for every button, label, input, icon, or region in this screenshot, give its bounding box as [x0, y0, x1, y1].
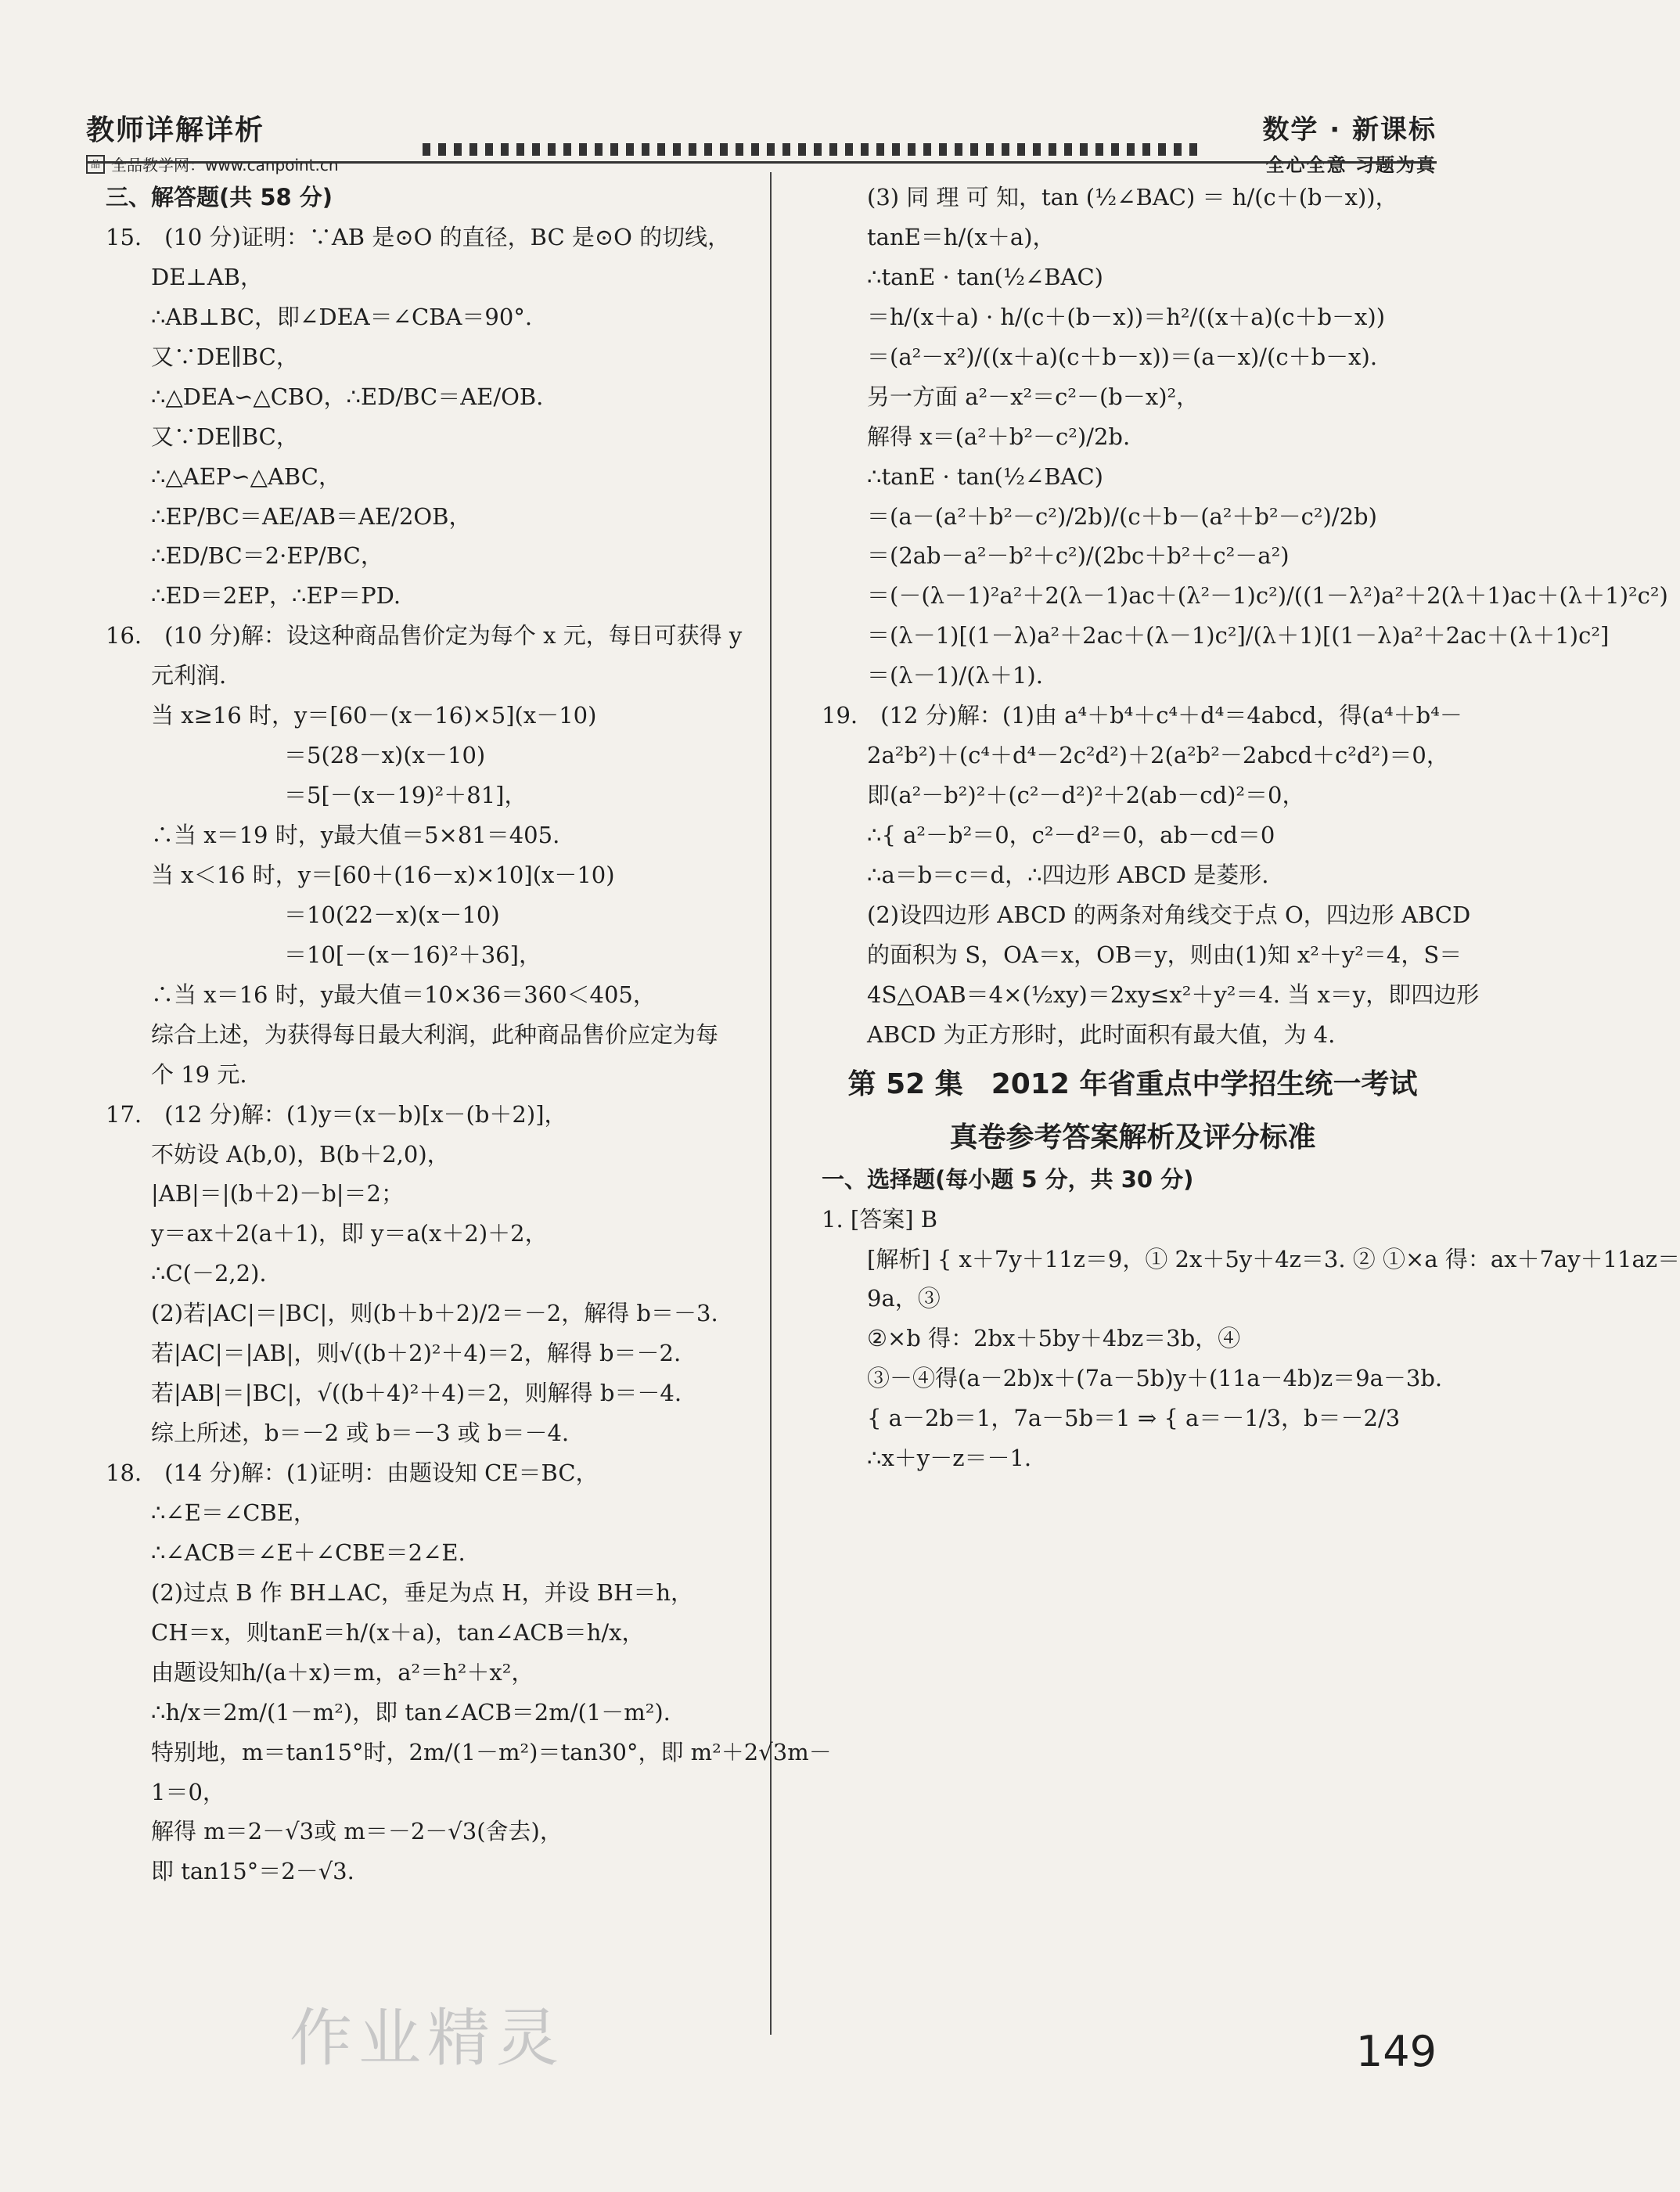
text-line: ＝(－(λ－1)²a²＋2(λ－1)ac＋(λ²－1)c²)/((1－λ²)a²＋2(λ＋1)ac＋(λ＋1)²c²) [867, 582, 1668, 610]
text-line: ∴∠E＝∠CBE， [151, 1499, 316, 1526]
text-line: 的面积为 S，OA＝x，OB＝y，则由(1)知 x²＋y²＝4，S＝ [867, 941, 1462, 968]
text-line: 解得 m＝2－√3或 m＝－2－√3(舍去)， [151, 1818, 563, 1845]
text-line: ∴EP/BC＝AE/AB＝AE/2OB， [151, 502, 472, 530]
text-line: 4S△OAB＝4×(½xy)＝2xy≤x²＋y²＝4. 当 x＝y，即四边形 [867, 981, 1480, 1008]
text-line: 不妨设 A(b,0)，B(b＋2,0)， [151, 1140, 450, 1168]
text-line: 16. (10 分)解：设这种商品售价定为每个 x 元，每日可获得 y [106, 622, 743, 650]
text-line: ∴ED＝2EP，∴EP＝PD. [151, 582, 401, 610]
text-line: ＝5[－(x－19)²＋81]， [284, 782, 527, 809]
text-line: ＝(a²－x²)/((x＋a)(c＋b－x))＝(a－x)/(c＋b－x). [867, 343, 1378, 370]
text-line: ＝5(28－x)(x－10) [284, 742, 486, 769]
text-line: ∴{ a²－b²＝0，c²－d²＝0，ab－cd＝0 [867, 822, 1275, 848]
text-line: ＝(λ－1)/(λ＋1). [867, 662, 1043, 689]
text-line: 解得 x＝(a²＋b²－c²)/2b. [867, 423, 1131, 450]
text-line: 1. [答案] B [822, 1205, 938, 1233]
text-line: ＝(2ab－a²－b²＋c²)/(2bc＋b²＋c²－a²) [867, 542, 1290, 570]
text-line: 当 x≥16 时，y＝[60－(x－16)×5](x－10) [151, 702, 597, 729]
text-line: ＝10[－(x－16)²＋36]， [284, 941, 541, 968]
header-subject: 数学 · 新课标 [1262, 114, 1437, 146]
text-line: ∴△AEP∽△ABC， [151, 463, 341, 490]
text-line: ABCD 为正方形时，此时面积有最大值，为 4. [867, 1020, 1336, 1048]
text-line: ∴当 x＝19 时，y最大值＝5×81＝405. [151, 822, 560, 848]
header-slogan: 全心全意 习题为真 [1265, 154, 1437, 176]
text-line: 17. (12 分)解：(1)y＝(x－b)[x－(b＋2)]， [106, 1100, 567, 1128]
text-line: 三、解答题(共 58 分) [106, 184, 333, 211]
text-line: ③－④得(a－2b)x＋(7a－5b)y＋(11a－4b)z＝9a－3b. [867, 1365, 1443, 1392]
header-title: 教师详解详析 [86, 114, 265, 146]
text-line: 2a²b²)＋(c⁴＋d⁴－2c²d²)＋2(a²b²－2abcd＋c²d²)＝0， [867, 742, 1449, 769]
text-line: 真卷参考答案解析及评分标准 [949, 1121, 1316, 1154]
text-line: ∴△DEA∽△CBO，∴ED/BC＝AE/OB. [151, 383, 544, 410]
text-line: ∴tanE · tan(½∠BAC) [867, 463, 1103, 490]
text-line: 元利润. [151, 662, 227, 689]
text-line: 18. (14 分)解：(1)证明：由题设知 CE＝BC， [106, 1460, 599, 1486]
text-line: (2)若|AC|＝|BC|，则(b＋b＋2)/2＝－2，解得 b＝－3. [151, 1300, 718, 1327]
text-line: ＝10(22－x)(x－10) [284, 901, 500, 928]
text-line: 即(a²－b²)²＋(c²－d²)²＋2(ab－cd)²＝0， [867, 782, 1305, 809]
text-line: 个 19 元. [151, 1060, 247, 1088]
watermark: 作业精灵 [290, 2002, 565, 2075]
header-decoration [423, 143, 1205, 156]
text-line: { a－2b＝1，7a－5b＝1 ⇒ { a＝－1/3，b＝－2/3 [867, 1405, 1401, 1432]
header-left [86, 108, 339, 175]
page-number: 149 [1355, 2027, 1437, 2076]
text-line: (2)设四边形 ABCD 的两条对角线交于点 O，四边形 ABCD [867, 901, 1471, 928]
text-line: (2)过点 B 作 BH⊥AC，垂足为点 H，并设 BH＝h， [151, 1578, 694, 1606]
text-line: 综上所述，b＝－2 或 b＝－3 或 b＝－4. [151, 1420, 570, 1447]
text-line: ∴C(－2,2). [151, 1260, 267, 1287]
text-line: ∴tanE · tan(½∠BAC) [867, 263, 1103, 290]
header-site: 全品教学网：www.canpoint.cn [111, 156, 339, 175]
text-line: ∴h/x＝2m/(1－m²)，即 tan∠ACB＝2m/(1－m²). [151, 1698, 671, 1726]
text-line: 若|AC|＝|AB|，则√((b＋2)²＋4)＝2，解得 b＝－2. [151, 1340, 682, 1367]
right-column [822, 180, 1680, 1481]
text-line: ②×b 得：2bx＋5by＋4bz＝3b，④ [867, 1325, 1241, 1352]
header-right [1262, 108, 1437, 177]
text-line: 15. (10 分)证明：∵AB 是⊙O 的直径，BC 是⊙O 的切线， [106, 223, 731, 250]
text-line: ＝h/(x＋a) · h/(c＋(b－x))＝h²/((x＋a)(c＋b－x)) [867, 303, 1386, 330]
text-line: 19. (12 分)解：(1)由 a⁴＋b⁴＋c⁴＋d⁴＝4abcd，得(a⁴＋b⁴－ [822, 702, 1462, 729]
text-line: y＝ax＋2(a＋1)，即 y＝a(x＋2)＋2， [151, 1220, 548, 1247]
text-line: 又∵DE∥BC， [151, 423, 299, 450]
text-line: ∴当 x＝16 时，y最大值＝10×36＝360＜405， [151, 981, 656, 1008]
text-line: ∴∠ACB＝∠E＋∠CBE＝2∠E. [151, 1539, 466, 1566]
text-line: ∴a＝b＝c＝d，∴四边形 ABCD 是菱形. [867, 861, 1269, 888]
text-line: 由题设知h/(a＋x)＝m，a²＝h²＋x²， [151, 1658, 534, 1686]
text-line: 一、选择题(每小题 5 分，共 30 分) [822, 1165, 1194, 1193]
text-line: tanE＝h/(x＋a)， [867, 223, 1056, 250]
text-line: ＝(a－(a²＋b²－c²)/2b)/(c＋b－(a²＋b²－c²)/2b) [867, 502, 1377, 530]
text-line: |AB|＝|(b＋2)－b|＝2； [151, 1180, 404, 1208]
text-line: 特别地，m＝tan15°时，2m/(1－m²)＝tan30°，即 m²＋2√3m－ [151, 1738, 832, 1765]
text-line: ∴x＋y－z＝－1. [867, 1445, 1032, 1472]
text-line: 9a，③ [867, 1285, 941, 1312]
text-line: 当 x＜16 时，y＝[60＋(16－x)×10](x－10) [151, 861, 615, 888]
canpoint-logo-icon: 品 [86, 155, 105, 174]
text-line: 另一方面 a²－x²＝c²－(b－x)²， [867, 383, 1200, 410]
text-line: ∴AB⊥BC，即∠DEA＝∠CBA＝90°. [151, 303, 533, 330]
text-line: CH＝x，则tanE＝h/(x＋a)，tan∠ACB＝h/x， [151, 1618, 645, 1646]
text-line: ＝(λ－1)[(1－λ)a²＋2ac＋(λ－1)c²]/(λ＋1)[(1－λ)a²＋2ac＋(λ＋1)c²] [867, 622, 1610, 650]
text-line: 若|AB|＝|BC|，√((b＋4)²＋4)＝2，则解得 b＝－4. [151, 1380, 682, 1407]
text-line: 综合上述，为获得每日最大利润，此种商品售价应定为每 [151, 1020, 719, 1048]
text-line: 第 52 集 2012 年省重点中学招生统一考试 [847, 1067, 1418, 1100]
text-line: (3) 同 理 可 知，tan (½∠BAC) ＝ h/(c＋(b－x))， [867, 184, 1398, 211]
left-column [106, 180, 832, 1894]
text-line: 即 tan15°＝2－√3. [151, 1858, 354, 1885]
header-rule [86, 161, 1437, 164]
text-line: [解析] { x＋7y＋11z＝9，① 2x＋5y＋4z＝3. ② ①×a 得：ax＋7ay＋11az＝ [867, 1245, 1680, 1272]
text-line: DE⊥AB， [151, 263, 263, 290]
text-line: ∴ED/BC＝2·EP/BC， [151, 542, 383, 570]
text-line: 1＝0， [151, 1778, 225, 1805]
text-line: 又∵DE∥BC， [151, 343, 299, 370]
